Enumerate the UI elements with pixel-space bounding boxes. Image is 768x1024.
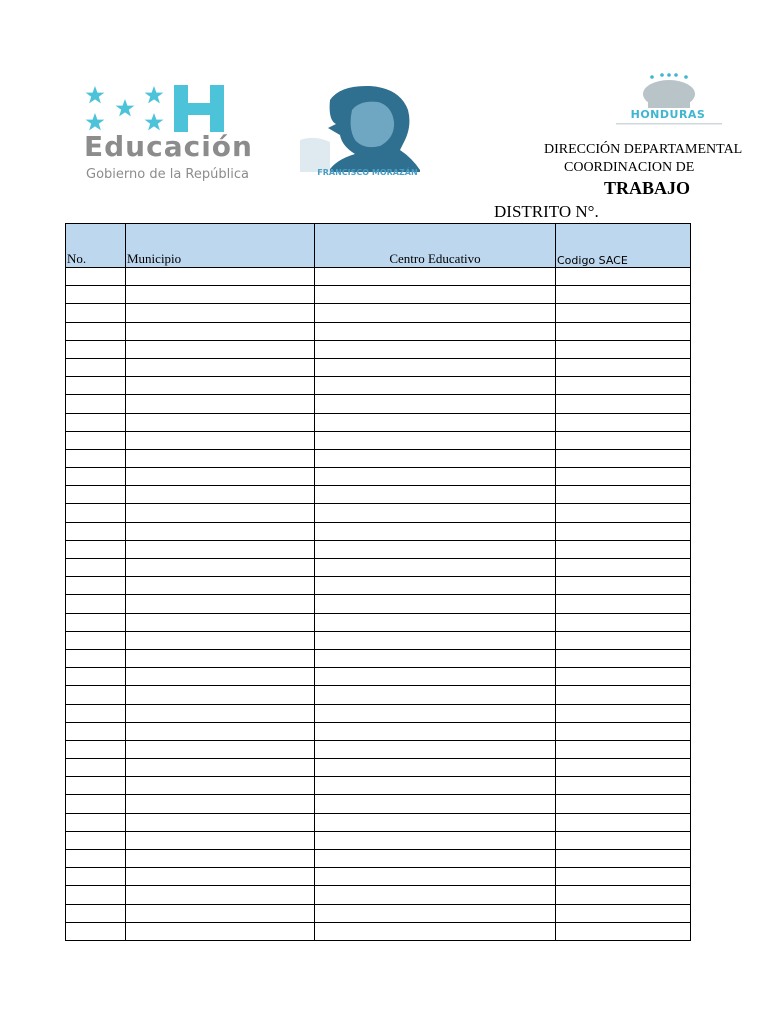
cell-no[interactable] <box>66 340 126 358</box>
table-row <box>66 850 691 868</box>
table-row <box>66 540 691 558</box>
cell-sace[interactable] <box>556 449 691 467</box>
cell-sace[interactable] <box>556 395 691 413</box>
cell-centro[interactable] <box>315 377 556 395</box>
cell-centro[interactable] <box>315 795 556 813</box>
cell-no[interactable] <box>66 595 126 613</box>
cell-sace[interactable] <box>556 577 691 595</box>
cell-no[interactable] <box>66 886 126 904</box>
table-row <box>66 449 691 467</box>
table-row <box>66 504 691 522</box>
cell-municipio[interactable] <box>126 795 315 813</box>
cell-no[interactable] <box>66 304 126 322</box>
cell-no[interactable] <box>66 468 126 486</box>
cell-no[interactable] <box>66 268 126 286</box>
table-row <box>66 286 691 304</box>
cell-municipio[interactable] <box>126 613 315 631</box>
header-coordinacion: COORDINACION DE <box>564 160 695 175</box>
honduras-wordmark: HONDURAS <box>630 108 706 121</box>
cell-sace[interactable] <box>556 431 691 449</box>
star-icon <box>86 113 105 130</box>
cell-sace[interactable] <box>556 504 691 522</box>
cell-municipio[interactable] <box>126 504 315 522</box>
coat-of-arms-icon <box>608 72 730 130</box>
cell-centro[interactable] <box>315 559 556 577</box>
cell-municipio[interactable] <box>126 886 315 904</box>
cell-municipio[interactable] <box>126 722 315 740</box>
table-row <box>66 831 691 849</box>
cell-sace[interactable] <box>556 413 691 431</box>
cell-centro[interactable] <box>315 631 556 649</box>
table-row <box>66 322 691 340</box>
table-row <box>66 358 691 376</box>
col-header-no: No. <box>66 224 126 268</box>
table-row <box>66 577 691 595</box>
table-row <box>66 686 691 704</box>
table-row <box>66 304 691 322</box>
cell-centro[interactable] <box>315 504 556 522</box>
cell-sace[interactable] <box>556 286 691 304</box>
table-row <box>66 868 691 886</box>
table-row <box>66 559 691 577</box>
table-row <box>66 813 691 831</box>
cell-sace[interactable] <box>556 340 691 358</box>
cell-centro[interactable] <box>315 868 556 886</box>
cell-sace[interactable] <box>556 740 691 758</box>
cell-centro[interactable] <box>315 304 556 322</box>
cell-no[interactable] <box>66 831 126 849</box>
cell-sace[interactable] <box>556 850 691 868</box>
cell-no[interactable] <box>66 631 126 649</box>
cell-centro[interactable] <box>315 340 556 358</box>
cell-no[interactable] <box>66 286 126 304</box>
cell-municipio[interactable] <box>126 813 315 831</box>
table-row <box>66 904 691 922</box>
morazan-caption: FRANCISCO MORAZÁN <box>317 168 418 177</box>
cell-municipio[interactable] <box>126 413 315 431</box>
cell-no[interactable] <box>66 722 126 740</box>
cell-no[interactable] <box>66 613 126 631</box>
table-row <box>66 777 691 795</box>
cell-sace[interactable] <box>556 686 691 704</box>
cell-centro[interactable] <box>315 286 556 304</box>
cell-municipio[interactable] <box>126 340 315 358</box>
cell-municipio[interactable] <box>126 649 315 667</box>
cell-municipio[interactable] <box>126 395 315 413</box>
table-row <box>66 886 691 904</box>
table-row <box>66 377 691 395</box>
cell-centro[interactable] <box>315 540 556 558</box>
cell-sace[interactable] <box>556 722 691 740</box>
table-row <box>66 795 691 813</box>
cell-no[interactable] <box>66 904 126 922</box>
cell-sace[interactable] <box>556 868 691 886</box>
cell-no[interactable] <box>66 795 126 813</box>
cell-centro[interactable] <box>315 522 556 540</box>
cell-no[interactable] <box>66 704 126 722</box>
table-row <box>66 649 691 667</box>
cell-centro[interactable] <box>315 449 556 467</box>
cell-centro[interactable] <box>315 850 556 868</box>
cell-centro[interactable] <box>315 922 556 940</box>
cell-no[interactable] <box>66 559 126 577</box>
cell-centro[interactable] <box>315 704 556 722</box>
cell-municipio[interactable] <box>126 777 315 795</box>
table-row <box>66 486 691 504</box>
cell-centro[interactable] <box>315 886 556 904</box>
cell-municipio[interactable] <box>126 268 315 286</box>
cell-municipio[interactable] <box>126 686 315 704</box>
cell-centro[interactable] <box>315 777 556 795</box>
table-row <box>66 722 691 740</box>
cell-no[interactable] <box>66 922 126 940</box>
cell-sace[interactable] <box>556 522 691 540</box>
cell-no[interactable] <box>66 486 126 504</box>
cell-sace[interactable] <box>556 486 691 504</box>
cell-sace[interactable] <box>556 831 691 849</box>
cell-centro[interactable] <box>315 740 556 758</box>
cell-municipio[interactable] <box>126 449 315 467</box>
cell-municipio[interactable] <box>126 922 315 940</box>
table-row <box>66 595 691 613</box>
cell-no[interactable] <box>66 504 126 522</box>
cell-municipio[interactable] <box>126 759 315 777</box>
table-row <box>66 340 691 358</box>
cell-sace[interactable] <box>556 668 691 686</box>
cell-centro[interactable] <box>315 322 556 340</box>
cell-municipio[interactable] <box>126 322 315 340</box>
cell-municipio[interactable] <box>126 740 315 758</box>
cell-sace[interactable] <box>556 268 691 286</box>
cell-municipio[interactable] <box>126 540 315 558</box>
cell-centro[interactable] <box>315 686 556 704</box>
cell-sace[interactable] <box>556 595 691 613</box>
cell-centro[interactable] <box>315 268 556 286</box>
cell-centro[interactable] <box>315 486 556 504</box>
schools-table <box>65 223 691 941</box>
cell-no[interactable] <box>66 850 126 868</box>
cell-sace[interactable] <box>556 540 691 558</box>
cell-no[interactable] <box>66 649 126 667</box>
cell-sace[interactable] <box>556 759 691 777</box>
header-trabajo: TRABAJO <box>604 178 691 198</box>
cell-no[interactable] <box>66 395 126 413</box>
header-distrito: DISTRITO N°. <box>494 202 599 221</box>
cell-no[interactable] <box>66 813 126 831</box>
cell-centro[interactable] <box>315 649 556 667</box>
cell-no[interactable] <box>66 759 126 777</box>
col-header-municipio: Municipio <box>126 224 315 268</box>
cell-no[interactable] <box>66 686 126 704</box>
star-icon <box>145 86 164 103</box>
cell-centro[interactable] <box>315 722 556 740</box>
table-row <box>66 468 691 486</box>
cell-municipio[interactable] <box>126 522 315 540</box>
cell-sace[interactable] <box>556 904 691 922</box>
cell-municipio[interactable] <box>126 377 315 395</box>
table-row <box>66 759 691 777</box>
cell-sace[interactable] <box>556 377 691 395</box>
cell-centro[interactable] <box>315 759 556 777</box>
cell-no[interactable] <box>66 413 126 431</box>
cell-no[interactable] <box>66 431 126 449</box>
cell-municipio[interactable] <box>126 358 315 376</box>
cell-centro[interactable] <box>315 904 556 922</box>
cell-no[interactable] <box>66 377 126 395</box>
table-header-row <box>66 224 691 268</box>
cell-municipio[interactable] <box>126 559 315 577</box>
cell-municipio[interactable] <box>126 868 315 886</box>
cell-centro[interactable] <box>315 831 556 849</box>
cell-centro[interactable] <box>315 595 556 613</box>
document-header <box>480 138 743 228</box>
cell-no[interactable] <box>66 740 126 758</box>
cell-sace[interactable] <box>556 777 691 795</box>
table-row <box>66 522 691 540</box>
cell-sace[interactable] <box>556 631 691 649</box>
cell-sace[interactable] <box>556 322 691 340</box>
cell-sace[interactable] <box>556 613 691 631</box>
cell-sace[interactable] <box>556 704 691 722</box>
cell-sace[interactable] <box>556 468 691 486</box>
table-row <box>66 668 691 686</box>
cell-centro[interactable] <box>315 577 556 595</box>
cell-no[interactable] <box>66 449 126 467</box>
table-row <box>66 740 691 758</box>
cell-centro[interactable] <box>315 668 556 686</box>
cell-no[interactable] <box>66 777 126 795</box>
cell-no[interactable] <box>66 358 126 376</box>
cell-municipio[interactable] <box>126 304 315 322</box>
cell-municipio[interactable] <box>126 431 315 449</box>
cell-municipio[interactable] <box>126 486 315 504</box>
cell-centro[interactable] <box>315 468 556 486</box>
star-icon <box>86 86 105 103</box>
cell-sace[interactable] <box>556 886 691 904</box>
cell-centro[interactable] <box>315 613 556 631</box>
cell-sace[interactable] <box>556 813 691 831</box>
cell-municipio[interactable] <box>126 850 315 868</box>
star-icon <box>145 113 164 130</box>
cell-sace[interactable] <box>556 649 691 667</box>
cell-municipio[interactable] <box>126 904 315 922</box>
portrait-icon <box>300 80 435 180</box>
cell-municipio[interactable] <box>126 704 315 722</box>
table-row <box>66 704 691 722</box>
star-icon <box>116 99 135 116</box>
cell-centro[interactable] <box>315 358 556 376</box>
cell-sace[interactable] <box>556 358 691 376</box>
cell-sace[interactable] <box>556 304 691 322</box>
cell-no[interactable] <box>66 322 126 340</box>
cell-no[interactable] <box>66 577 126 595</box>
cell-municipio[interactable] <box>126 631 315 649</box>
cell-municipio[interactable] <box>126 577 315 595</box>
cell-no[interactable] <box>66 868 126 886</box>
cell-sace[interactable] <box>556 795 691 813</box>
table-body <box>66 268 691 941</box>
col-header-centro: Centro Educativo <box>315 224 556 268</box>
cell-sace[interactable] <box>556 559 691 577</box>
cell-centro[interactable] <box>315 813 556 831</box>
table-row <box>66 613 691 631</box>
table-row <box>66 395 691 413</box>
cell-sace[interactable] <box>556 922 691 940</box>
col-header-sace: Codigo SACE <box>556 224 691 268</box>
table-row <box>66 268 691 286</box>
cell-municipio[interactable] <box>126 831 315 849</box>
cell-no[interactable] <box>66 522 126 540</box>
educacion-subtitle: Gobierno de la República <box>86 167 249 182</box>
cell-municipio[interactable] <box>126 595 315 613</box>
cell-municipio[interactable] <box>126 468 315 486</box>
cell-municipio[interactable] <box>126 668 315 686</box>
table-row <box>66 922 691 940</box>
educacion-wordmark: Educación <box>84 130 253 163</box>
cell-municipio[interactable] <box>126 286 315 304</box>
cell-centro[interactable] <box>315 395 556 413</box>
header-direccion: DIRECCIÓN DEPARTAMENTAL <box>544 142 743 157</box>
cell-no[interactable] <box>66 540 126 558</box>
cell-centro[interactable] <box>315 431 556 449</box>
cell-no[interactable] <box>66 668 126 686</box>
table-row <box>66 413 691 431</box>
table-row <box>66 431 691 449</box>
cell-centro[interactable] <box>315 413 556 431</box>
table-row <box>66 631 691 649</box>
